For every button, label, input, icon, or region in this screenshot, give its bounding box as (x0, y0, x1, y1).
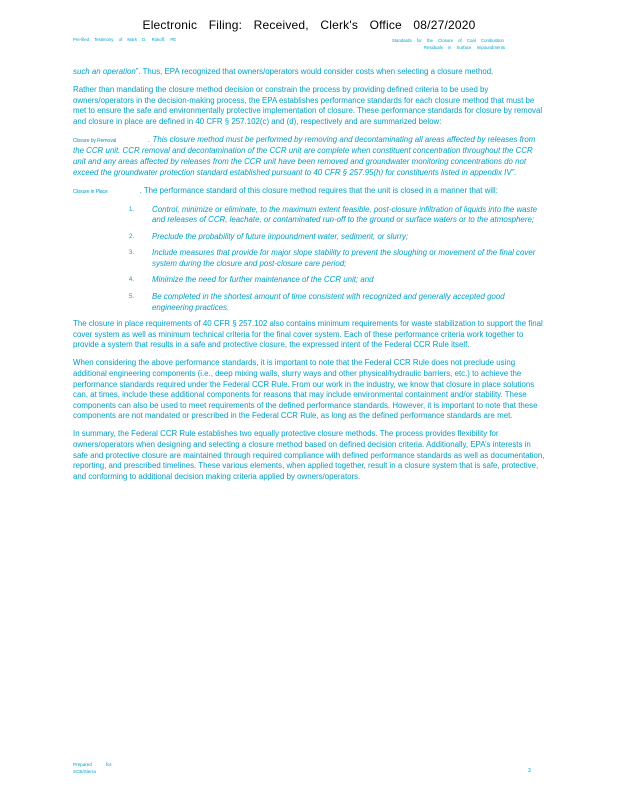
paragraph-1-italic: such an operation (73, 67, 136, 76)
closure-in-place-label: Closure in Place (73, 188, 108, 195)
list-item-text: Include measures that provide for major slope stability to prevent the sloughing or movement of the final cover system during the closure and post-closure care period; (152, 248, 536, 268)
performance-standards-list (109, 205, 546, 314)
paragraph-2: Rather than mandating the closure method decision or constrain the process by providing defined criteria to be used by owners/operators in the decision-making process, the EPA establishes performance standards for each closure method that must be met to ensure the safe and environmentally protective implementation of closure. These performance standards for closure by removal and closure in place are defined in 40 CFR § 257.102(c) and (d), respectively and are summarized below: (73, 84, 543, 126)
document-body (73, 67, 546, 490)
paragraph-5: In summary, the Federal CCR Rule establishes two equally protective closure methods. The process provides flexibility for owners/operators when designing and selecting a closure method based on defined decision criteria. Additionally, EPA’s interests in safe and protective closure are maintained through required compliance with defined performance standards as well as documentation, reporting, and prescribed timelines. These various elements, when applied together, result in a closure system that is safe, protective, and conforming to additional decision making criteria applied by owners/operators. (73, 429, 545, 481)
closure-by-removal-item (73, 135, 546, 178)
list-item-number: 2. (129, 233, 135, 240)
list-item-text: Control, minimize or eliminate, to the maximum extent feasible, post-closure infiltration of liquids into the waste and releases of CCR, leachate, or contaminated run-off to the ground or surface waters or to the atmosphere; (152, 204, 538, 225)
list-item (109, 275, 546, 286)
list-item (109, 232, 546, 243)
list-item (109, 248, 546, 269)
header-right-line2: Residuals in Surface Impoundments (424, 45, 506, 50)
list-item-number: 4. (129, 277, 135, 284)
list-item-number: 1. (129, 206, 135, 213)
list-item-text: Be completed in the shortest amount of time consistent with recognized and generally accepted good engineering practices. (152, 292, 505, 312)
closure-by-removal-label: Closure by Removal (73, 137, 117, 144)
footer-for-label: for: (105, 762, 113, 767)
list-item-text: Preclude the probability of future impoundment water, sediment, or slurry; (152, 231, 409, 241)
list-item (109, 205, 546, 226)
closure-in-place-text: . The performance standard of this closure method requires that the unit is closed in a manner that will: (139, 185, 498, 195)
paragraph-1 (73, 67, 546, 78)
header-left: Pre-filed Testimony of Mark D. Rokoff, PE (73, 37, 177, 42)
list-item-text: Minimize the need for further maintenance of the CCR unit; and (152, 275, 374, 285)
footer-left (73, 761, 113, 775)
closure-by-removal-text: . This closure method must be performed by removing and decontaminating all areas affected by releases from the CCR unit. CCR removal and decontamination of the CCR unit are complete when constituent concentration throughout the CCR unit and any areas affected by releases from the CCR unit have been removed and groundwater monitoring concentrations do not exceed the groundwater protection standard established pursuant to 40 CFR § 257.95(h) for constituents listed in appendix IV”. (73, 134, 536, 177)
page-number: 3 (528, 768, 531, 774)
closure-in-place-item (73, 186, 546, 198)
footer-client: SCB/Sierra (73, 769, 96, 774)
footer-prepared-label: Prepared (73, 762, 92, 767)
paragraph-4: When considering the above performance standards, it is important to note that the Federal CCR Rule does not preclude using additional engineering components (i.e., deep mixing walls, slurry ways and other physical/hydraulic barriers, etc.) to achieve the performance standards required under the Federal CCR Rule. From our work in the industry, we know that closure in place solutions can, at times, include these additional components for reasons that may include environmental containment and/or stability. These components can also be used to meet requirements of the defined performance standards. However, it is important to note that these components are not mandated or prescribed in the Federal CCR Rule, as long as the defined performance standards are met. (73, 358, 538, 421)
filing-stamp: Electronic Filing: Received, Clerk's Office 08/27/2020 (142, 18, 476, 32)
footer-prepared-line (73, 761, 113, 768)
paragraph-3: The closure in place requirements of 40 CFR § 257.102 also contains minimum requirements for waste stabilization to support the final cover system as well as minimum technical criteria for the final cover system. Each of these performance criteria work together to provide a system that results in a safe and protective closure, the expressed intent of the Federal CCR Rule itself. (73, 319, 543, 350)
header-right (392, 37, 557, 51)
header-right-line1: Standards for the Closure of Coal Combustion (392, 38, 504, 43)
paragraph-1-rest: ”. Thus, EPA recognized that owners/operators would consider costs when selecting a closure method. (135, 67, 494, 76)
list-item-number: 5. (129, 294, 135, 301)
list-item-number: 3. (129, 250, 135, 257)
list-item (109, 292, 546, 313)
